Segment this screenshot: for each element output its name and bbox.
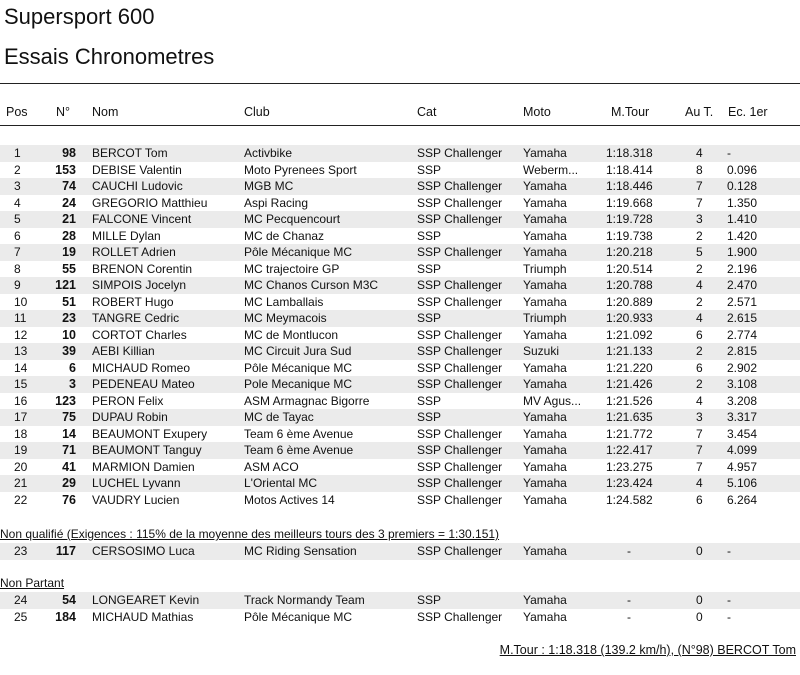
cell-cat: SSP Challenger — [417, 344, 503, 358]
cell-moto: Yamaha — [523, 278, 567, 292]
cell-aut: 7 — [696, 426, 703, 441]
cell-aut: 6 — [696, 492, 703, 507]
cell-num: 75 — [62, 410, 76, 424]
cell-club: MC trajectoire GP — [244, 261, 340, 276]
cell-nom: FALCONE Vincent — [92, 212, 192, 226]
cell-cat: SSP — [417, 228, 442, 243]
table-row — [0, 294, 800, 311]
cell-club: MC Meymacois — [244, 311, 327, 325]
cell-mtour: 1:19.728 — [606, 212, 653, 226]
cell-ec: 0.096 — [727, 162, 758, 177]
cell-pos: 18 — [14, 426, 28, 441]
cell-mtour: - — [627, 544, 631, 558]
cell-cat: SSP Challenger — [417, 377, 503, 391]
cell-moto: Yamaha — [523, 228, 567, 243]
cell-ec: - — [727, 146, 731, 160]
cell-mtour: 1:20.514 — [606, 261, 653, 276]
cell-ec: - — [727, 609, 731, 624]
cell-ec: 4.957 — [727, 459, 758, 474]
cell-cat: SSP — [417, 162, 442, 177]
header-nom: Nom — [92, 105, 119, 119]
cell-pos: 16 — [14, 393, 28, 408]
cell-moto: Yamaha — [523, 609, 567, 624]
cell-moto: Yamaha — [523, 476, 567, 490]
cell-aut: 7 — [696, 443, 703, 457]
cell-mtour: 1:21.426 — [606, 377, 653, 391]
table-row — [0, 343, 800, 360]
cell-moto: Triumph — [523, 311, 567, 325]
cell-mtour: 1:22.417 — [606, 443, 653, 457]
cell-num: 10 — [62, 327, 76, 342]
cell-nom: TANGRE Cedric — [92, 311, 180, 325]
cell-club: MC de Tayac — [244, 410, 314, 424]
cell-ec: 4.099 — [727, 443, 758, 457]
cell-aut: 4 — [696, 393, 703, 408]
cell-cat: SSP — [417, 410, 442, 424]
cell-mtour: 1:20.788 — [606, 278, 653, 292]
cell-club: Aspi Racing — [244, 195, 309, 210]
cell-pos: 20 — [14, 459, 28, 474]
table-row — [0, 211, 800, 228]
cell-mtour: 1:20.889 — [606, 294, 653, 309]
cell-cat: SSP Challenger — [417, 443, 503, 457]
cell-pos: 21 — [14, 476, 28, 490]
table-row — [0, 543, 800, 560]
table-row — [0, 327, 800, 344]
table-row — [0, 592, 800, 609]
cell-cat: SSP Challenger — [417, 360, 503, 375]
cell-mtour: 1:18.446 — [606, 179, 653, 193]
cell-ec: 2.470 — [727, 278, 758, 292]
cell-aut: 2 — [696, 344, 703, 358]
cell-club: MC Riding Sensation — [244, 544, 357, 558]
cell-mtour: 1:19.738 — [606, 228, 653, 243]
cell-pos: 7 — [14, 245, 21, 259]
cell-mtour: 1:20.218 — [606, 245, 653, 259]
cell-ec: 3.317 — [727, 410, 758, 424]
header-moto: Moto — [523, 105, 551, 119]
cell-nom: ROLLET Adrien — [92, 245, 176, 259]
cell-ec: 2.196 — [727, 261, 758, 276]
cell-pos: 1 — [14, 146, 21, 160]
header-num: N° — [56, 105, 71, 119]
table-row — [0, 459, 800, 476]
cell-nom: LONGEARET Kevin — [92, 593, 200, 607]
cell-aut: 7 — [696, 195, 703, 210]
cell-club: Pôle Mécanique MC — [244, 360, 353, 375]
cell-moto: Yamaha — [523, 492, 567, 507]
cell-moto: Yamaha — [523, 294, 567, 309]
cell-aut: 0 — [696, 609, 703, 624]
cell-moto: Yamaha — [523, 426, 567, 441]
cell-num: 184 — [55, 609, 76, 624]
cell-aut: 8 — [696, 162, 703, 177]
cell-num: 24 — [62, 195, 76, 210]
table-header — [0, 104, 800, 120]
cell-ec: - — [727, 544, 731, 558]
cell-ec: 3.454 — [727, 426, 758, 441]
table-row — [0, 178, 800, 195]
cell-pos: 4 — [14, 195, 21, 210]
header-club: Club — [244, 105, 270, 119]
cell-pos: 17 — [14, 410, 28, 424]
cell-moto: Yamaha — [523, 544, 567, 558]
cell-mtour: 1:21.220 — [606, 360, 653, 375]
cell-moto: Triumph — [523, 261, 567, 276]
cell-ec: 2.571 — [727, 294, 758, 309]
cell-mtour: 1:19.668 — [606, 195, 653, 210]
cell-num: 76 — [62, 492, 76, 507]
cell-club: MC de Montlucon — [244, 327, 339, 342]
cell-club: Moto Pyrenees Sport — [244, 162, 357, 177]
cell-moto: Yamaha — [523, 195, 567, 210]
cell-nom: GREGORIO Matthieu — [92, 195, 208, 210]
cell-cat: SSP Challenger — [417, 179, 503, 193]
cell-ec: 0.128 — [727, 179, 758, 193]
cell-num: 123 — [55, 393, 76, 408]
cell-pos: 8 — [14, 261, 21, 276]
cell-cat: SSP Challenger — [417, 609, 503, 624]
cell-num: 19 — [62, 245, 76, 259]
cell-aut: 4 — [696, 476, 703, 490]
cell-club: Pole Mecanique MC — [244, 377, 353, 391]
table-row — [0, 475, 800, 492]
cell-moto: MV Agus... — [523, 393, 582, 408]
cell-aut: 6 — [696, 360, 703, 375]
cell-nom: BERCOT Tom — [92, 146, 168, 160]
cell-ec: 1.410 — [727, 212, 758, 226]
cell-nom: AEBI Killian — [92, 344, 155, 358]
cell-club: Team 6 ème Avenue — [244, 426, 354, 441]
cell-aut: 6 — [696, 327, 703, 342]
cell-aut: 2 — [696, 377, 703, 391]
cell-num: 51 — [62, 294, 76, 309]
cell-num: 121 — [55, 278, 76, 292]
cell-pos: 5 — [14, 212, 21, 226]
header-divider — [0, 125, 800, 126]
cell-ec: 1.350 — [727, 195, 758, 210]
cell-ec: 2.774 — [727, 327, 758, 342]
table-row — [0, 609, 800, 626]
cell-nom: DEBISE Valentin — [92, 162, 182, 177]
cell-num: 21 — [62, 212, 76, 226]
cell-aut: 4 — [696, 146, 703, 160]
cell-club: Track Normandy Team — [244, 593, 365, 607]
header-pos: Pos — [6, 105, 28, 119]
table-row — [0, 360, 800, 377]
cell-nom: DUPAU Robin — [92, 410, 168, 424]
cell-mtour: 1:20.933 — [606, 311, 653, 325]
cell-aut: 7 — [696, 459, 703, 474]
cell-club: ASM ACO — [244, 459, 299, 474]
cell-moto: Suzuki — [523, 344, 560, 358]
table-row — [0, 228, 800, 245]
cell-num: 3 — [69, 377, 76, 391]
header-mtour: M.Tour — [611, 105, 650, 119]
cell-num: 71 — [62, 443, 76, 457]
cell-nom: MICHAUD Mathias — [92, 609, 194, 624]
cell-num: 153 — [55, 162, 76, 177]
cell-pos: 10 — [14, 294, 28, 309]
cell-mtour: 1:21.133 — [606, 344, 653, 358]
table-row — [0, 310, 800, 327]
table-row — [0, 244, 800, 261]
table-row — [0, 195, 800, 212]
table-row — [0, 492, 800, 509]
table-row — [0, 393, 800, 410]
cell-moto: Yamaha — [523, 212, 567, 226]
cell-cat: SSP Challenger — [417, 146, 503, 160]
cell-ec: 1.900 — [727, 245, 758, 259]
cell-aut: 2 — [696, 294, 703, 309]
cell-num: 41 — [62, 459, 76, 474]
cell-cat: SSP — [417, 311, 442, 325]
cell-num: 74 — [62, 179, 76, 193]
cell-cat: SSP — [417, 593, 442, 607]
cell-num: 23 — [62, 311, 76, 325]
cell-pos: 22 — [14, 492, 28, 507]
cell-num: 14 — [62, 426, 76, 441]
cell-moto: Yamaha — [523, 327, 567, 342]
header-aut: Au T. — [685, 105, 714, 119]
cell-nom: MILLE Dylan — [92, 228, 161, 243]
cell-cat: SSP Challenger — [417, 544, 503, 558]
cell-ec: 2.815 — [727, 344, 758, 358]
cell-nom: PEDENEAU Mateo — [92, 377, 195, 391]
cell-ec: 5.106 — [727, 476, 758, 490]
cell-pos: 9 — [14, 278, 21, 292]
page-subtitle: Essais Chronometres — [4, 44, 215, 69]
cell-mtour: 1:24.582 — [606, 492, 653, 507]
cell-nom: ROBERT Hugo — [92, 294, 174, 309]
cell-cat: SSP Challenger — [417, 459, 503, 474]
cell-pos: 3 — [14, 179, 21, 193]
cell-aut: 3 — [696, 410, 703, 424]
non-partant-label: Non Partant — [0, 576, 65, 590]
cell-cat: SSP — [417, 261, 442, 276]
cell-moto: Yamaha — [523, 593, 567, 607]
cell-mtour: 1:23.424 — [606, 476, 653, 490]
cell-nom: CERSOSIMO Luca — [92, 544, 195, 558]
cell-nom: CORTOT Charles — [92, 327, 187, 342]
table-row — [0, 409, 800, 426]
cell-club: MGB MC — [244, 179, 294, 193]
cell-nom: BEAUMONT Exupery — [92, 426, 208, 441]
cell-cat: SSP Challenger — [417, 212, 503, 226]
cell-nom: CAUCHI Ludovic — [92, 179, 183, 193]
cell-cat: SSP — [417, 393, 442, 408]
cell-mtour: - — [627, 593, 631, 607]
cell-pos: 11 — [14, 311, 27, 325]
cell-cat: SSP Challenger — [417, 476, 503, 490]
cell-mtour: - — [627, 609, 631, 624]
cell-moto: Yamaha — [523, 377, 567, 391]
table-row — [0, 376, 800, 393]
cell-club: Pôle Mécanique MC — [244, 609, 353, 624]
cell-mtour: 1:21.092 — [606, 327, 653, 342]
cell-num: 29 — [62, 476, 76, 490]
cell-moto: Yamaha — [523, 410, 567, 424]
cell-aut: 0 — [696, 544, 703, 558]
cell-aut: 3 — [696, 212, 703, 226]
cell-aut: 4 — [696, 311, 703, 325]
best-lap-footer: M.Tour : 1:18.318 (139.2 km/h), (N°98) BERCOT Tom — [499, 643, 796, 657]
cell-num: 6 — [69, 360, 76, 375]
table-row — [0, 261, 800, 278]
cell-club: Team 6 ème Avenue — [244, 443, 354, 457]
cell-nom: SIMPOIS Jocelyn — [92, 278, 187, 292]
cell-pos: 19 — [14, 443, 28, 457]
cell-pos: 2 — [14, 162, 21, 177]
cell-pos: 14 — [14, 360, 28, 375]
cell-club: Activbike — [244, 146, 293, 160]
cell-num: 39 — [62, 344, 76, 358]
cell-nom: MARMION Damien — [92, 459, 195, 474]
cell-moto: Yamaha — [523, 443, 567, 457]
cell-club: MC Pecquencourt — [244, 212, 341, 226]
cell-aut: 5 — [696, 245, 703, 259]
header-cat: Cat — [417, 105, 437, 119]
cell-mtour: 1:21.635 — [606, 410, 653, 424]
cell-club: ASM Armagnac Bigorre — [244, 393, 370, 408]
table-row — [0, 162, 800, 179]
header-ec: Ec. 1er — [728, 105, 768, 119]
cell-mtour: 1:21.526 — [606, 393, 653, 408]
cell-aut: 0 — [696, 593, 703, 607]
cell-cat: SSP Challenger — [417, 327, 503, 342]
table-row — [0, 145, 800, 162]
cell-aut: 7 — [696, 179, 703, 193]
page-title: Supersport 600 — [4, 4, 155, 29]
cell-nom: BEAUMONT Tanguy — [92, 443, 202, 457]
cell-cat: SSP Challenger — [417, 245, 503, 259]
title-divider — [0, 83, 800, 84]
cell-cat: SSP Challenger — [417, 426, 503, 441]
cell-nom: VAUDRY Lucien — [92, 492, 180, 507]
cell-num: 28 — [62, 228, 76, 243]
cell-ec: 6.264 — [727, 492, 758, 507]
cell-mtour: 1:23.275 — [606, 459, 653, 474]
cell-ec: 2.902 — [727, 360, 758, 375]
cell-club: MC Chanos Curson M3C — [244, 278, 379, 292]
cell-num: 54 — [62, 593, 76, 607]
cell-ec: 2.615 — [727, 311, 758, 325]
cell-cat: SSP Challenger — [417, 294, 503, 309]
cell-nom: MICHAUD Romeo — [92, 360, 191, 375]
cell-pos: 25 — [14, 609, 28, 624]
cell-pos: 24 — [14, 593, 28, 607]
cell-cat: SSP Challenger — [417, 195, 503, 210]
cell-club: MC de Chanaz — [244, 228, 325, 243]
cell-moto: Yamaha — [523, 179, 567, 193]
cell-club: Pôle Mécanique MC — [244, 245, 353, 259]
cell-ec: - — [727, 593, 731, 607]
table-row — [0, 442, 800, 459]
cell-ec: 3.208 — [727, 393, 758, 408]
cell-nom: PERON Felix — [92, 393, 164, 408]
cell-aut: 4 — [696, 278, 703, 292]
cell-ec: 3.108 — [727, 377, 758, 391]
table-row — [0, 426, 800, 443]
table-row — [0, 277, 800, 294]
cell-club: MC Circuit Jura Sud — [244, 344, 352, 358]
cell-pos: 12 — [14, 327, 28, 342]
cell-aut: 2 — [696, 261, 703, 276]
non-qualifie-label: Non qualifié (Exigences : 115% de la moyenne des meilleurs tours des 3 premiers = 1:30.151) — [0, 527, 500, 541]
cell-club: L'Oriental MC — [244, 476, 317, 490]
cell-moto: Yamaha — [523, 146, 567, 160]
cell-nom: LUCHEL Lyvann — [92, 476, 181, 490]
cell-club: MC Lamballais — [244, 294, 324, 309]
cell-moto: Yamaha — [523, 360, 567, 375]
cell-pos: 23 — [14, 544, 28, 558]
cell-club: Motos Actives 14 — [244, 492, 335, 507]
cell-nom: BRENON Corentin — [92, 261, 193, 276]
cell-num: 98 — [62, 146, 76, 160]
cell-num: 55 — [62, 261, 76, 276]
cell-cat: SSP Challenger — [417, 278, 503, 292]
cell-pos: 6 — [14, 228, 21, 243]
cell-moto: Weberm... — [523, 162, 579, 177]
cell-pos: 15 — [14, 377, 28, 391]
cell-mtour: 1:18.414 — [606, 162, 653, 177]
cell-cat: SSP Challenger — [417, 492, 503, 507]
cell-mtour: 1:18.318 — [606, 146, 653, 160]
cell-ec: 1.420 — [727, 228, 758, 243]
cell-pos: 13 — [14, 344, 28, 358]
cell-mtour: 1:21.772 — [606, 426, 653, 441]
cell-moto: Yamaha — [523, 245, 567, 259]
cell-num: 117 — [55, 544, 76, 558]
cell-aut: 2 — [696, 228, 703, 243]
cell-moto: Yamaha — [523, 459, 567, 474]
